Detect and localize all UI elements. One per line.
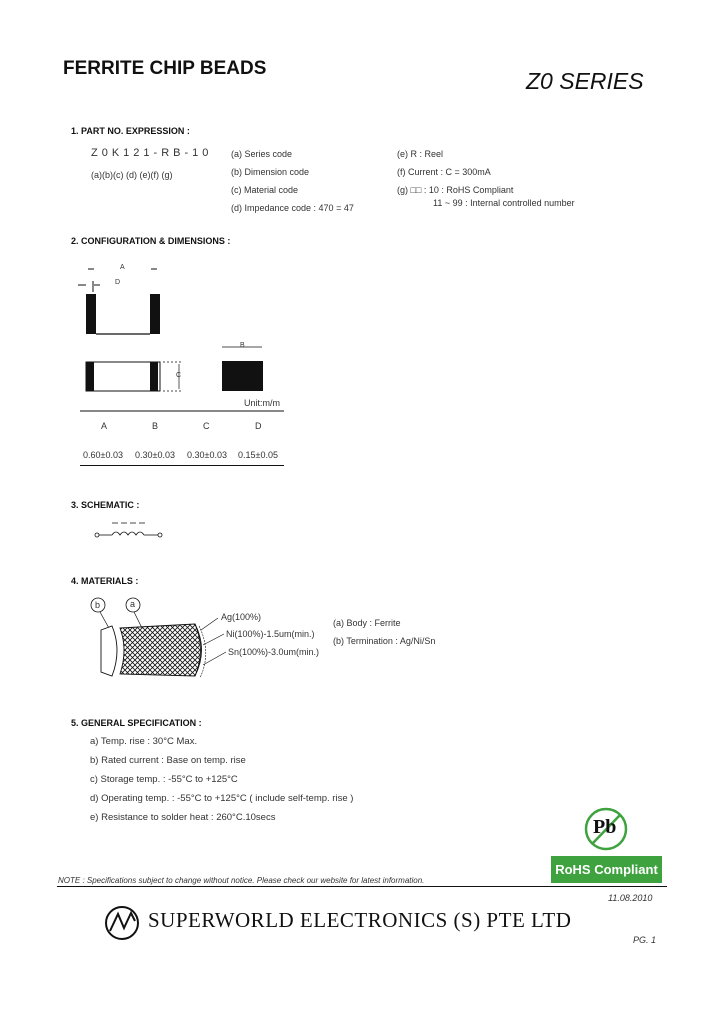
part-item: (e) R : Reel	[397, 149, 444, 159]
unit-label: Unit:m/m	[244, 398, 280, 408]
general-heading: 5. GENERAL SPECIFICATION :	[71, 718, 202, 728]
col-header: A	[101, 421, 108, 431]
document-title: FERRITE CHIP BEADS	[63, 58, 267, 79]
label-b: B	[240, 342, 245, 349]
label-a: A	[120, 264, 125, 271]
part-item: 11 ~ 99 : Internal controlled number	[433, 198, 575, 208]
rohs-badge: RoHS Compliant	[551, 856, 662, 883]
spec-item: e) Resistance to solder heat : 260°C.10secs	[90, 812, 276, 823]
spec-item: a) Temp. rise : 30°C Max.	[90, 736, 198, 747]
page-number: PG. 1	[633, 935, 657, 945]
part-item: (g) □□ : 10 : RoHS Compliant	[397, 185, 514, 195]
spec-item: d) Operating temp. : -55°C to +125°C ( include self-temp. rise )	[90, 793, 354, 804]
col-header: B	[152, 421, 159, 431]
spec-item: b) Rated current : Base on temp. rise	[90, 755, 246, 766]
callout-b: b	[95, 600, 101, 610]
dim-value: 0.15±0.05	[238, 450, 278, 460]
layer-label: Ag(100%)	[221, 612, 262, 622]
material-item: (a) Body : Ferrite	[333, 618, 401, 628]
part-code-labels: (a)(b)(c) (d) (e)(f) (g)	[91, 170, 173, 180]
footer-note: NOTE : Specifications subject to change without notice. Please check our website for latest information.	[58, 876, 425, 885]
dim-value: 0.60±0.03	[83, 450, 123, 460]
part-code: Z0K121-RB-10	[91, 147, 213, 159]
part-item: (b) Dimension code	[231, 167, 310, 177]
material-item: (b) Termination : Ag/Ni/Sn	[333, 636, 436, 646]
part-item: (f) Current : C = 300mA	[397, 167, 491, 177]
materials-heading: 4. MATERIALS :	[71, 576, 139, 586]
dim-value: 0.30±0.03	[187, 450, 227, 460]
part-no-heading: 1. PART NO. EXPRESSION :	[71, 126, 190, 136]
pb-label: Pb	[593, 816, 617, 838]
col-header: D	[255, 421, 262, 431]
part-item: (a) Series code	[231, 149, 293, 159]
schematic-heading: 3. SCHEMATIC :	[71, 500, 140, 510]
label-c: C	[176, 372, 182, 379]
series-name: Z0 SERIES	[526, 68, 644, 94]
col-header: C	[203, 421, 210, 431]
label-d: D	[115, 279, 121, 286]
company-logo	[0, 0, 160, 960]
footer-date: 11.08.2010	[608, 893, 653, 903]
part-item: (c) Material code	[231, 185, 299, 195]
part-item: (d) Impedance code : 470 = 47	[231, 203, 354, 213]
company-name: SUPERWORLD ELECTRONICS (S) PTE LTD	[148, 908, 572, 932]
spec-item: c) Storage temp. : -55°C to +125°C	[90, 774, 238, 785]
layer-label: Ni(100%)-1.5um(min.)	[226, 629, 315, 639]
layer-label: Sn(100%)-3.0um(min.)	[228, 647, 320, 657]
dim-value: 0.30±0.03	[135, 450, 175, 460]
dimensions-heading: 2. CONFIGURATION & DIMENSIONS :	[71, 236, 231, 246]
callout-a: a	[130, 599, 136, 609]
